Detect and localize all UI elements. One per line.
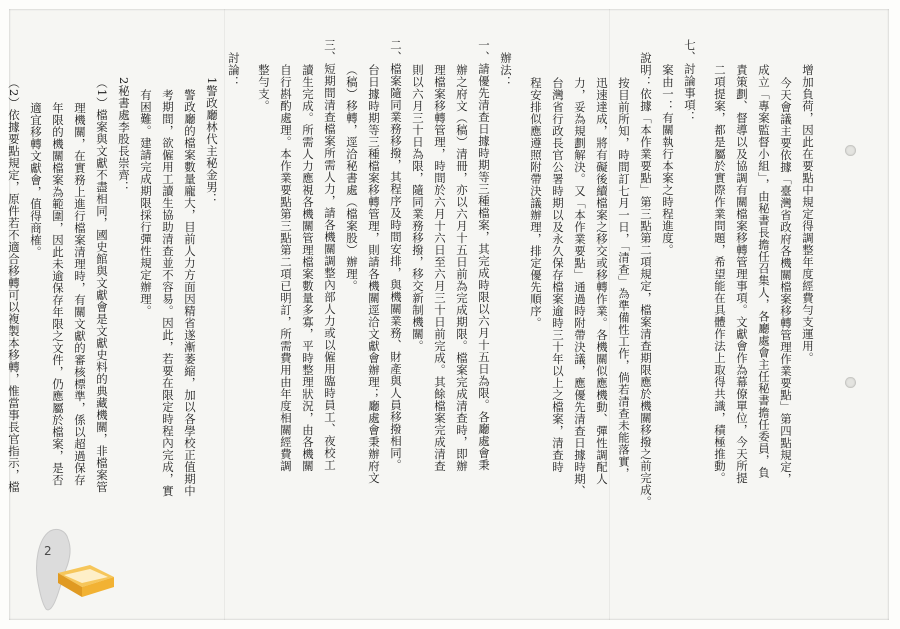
text-line: 適宜移轉文獻會，值得商榷。 [29, 101, 43, 258]
text-line: （2）依據要點規定，原件若不適合移轉可以複製本移轉，惟當事長官指示，檔 [7, 76, 21, 493]
text-line: 則以六月三十日為限，隨同業務移撥，移交新制機關。 [411, 64, 425, 352]
text-line: 力，妥為規劃解決。又「本作業要點」通過時附帶決議，應優先清查日據時期、 [573, 76, 587, 497]
text-line: 年限的機關檔案為範圍，因此未逾保存年限之文件，仍應屬於檔案，是否 [51, 101, 65, 486]
text-line: 一、請優先清查日據時期等三種檔案，其完成時限以六月十五日為限。各廳處會秉 [477, 39, 491, 471]
punch-hole [845, 145, 856, 156]
line-gap [245, 39, 253, 609]
text-line: 二項提案，都是屬於實際作業問題，希望能在具體作法上取得共識，積極推動。 [713, 64, 727, 484]
text-line: 按目前所知，時間訂七月一日，「清查」為準備性工作，倘若清查未能落實， [617, 76, 631, 479]
text-line: 討論： [227, 51, 241, 88]
text-line: 台日據時期等三種檔案移轉管理，則請各機關逕洽文獻會辦理；廳處會秉辦府文 [367, 64, 381, 484]
line-gap [517, 39, 525, 609]
text-line: 自行斟酌處理。本作業要點第三點第二項已明訂，所需費用由年度相關經費調 [279, 64, 293, 472]
text-line: 今天會議主要依據「臺灣省政府各機關檔案移轉管理作業要點」第四點規定， [779, 76, 793, 485]
vertical-text-body [3, 39, 819, 609]
text-line: 辦之府文（稿）清冊，亦以六月十五日前為完成期限。檔案完成清查時，即辦 [455, 64, 469, 472]
page-number: 2 [44, 544, 52, 558]
text-line: 增加負荷，因此在要點中規定得調整年度經費勻支運用。 [801, 64, 815, 364]
text-line: 三、短期間清查檔案所需人力，請各機關調整內部人力或以僱用臨時員工、夜校工 [323, 39, 337, 471]
text-line: 成立「專案監督小組」，由秘書長擔任召集人，各廳處會主任秘書擔任委員，負 [757, 64, 771, 479]
text-line: 有困難。建請完成期限採行彈性規定辦理。 [139, 89, 153, 317]
text-line: 警政廳的檔案數量龐大，目前人力方面因精省遂漸萎縮，加以各學校正值期中 [183, 89, 197, 497]
text-line: （稿）移轉，逕洽秘書處（檔案股）辦理。 [345, 64, 359, 292]
text-line: 理檔案移轉管理，時間於六月十六日至六月三十日前完成。其餘檔案完成清查 [433, 64, 447, 472]
text-line: 整勻支。 [257, 64, 271, 112]
text-line: 1警政廳林代主秘金男： [205, 76, 219, 205]
text-line: 七、討論事項： [683, 39, 697, 123]
line-gap [701, 39, 709, 609]
text-line: 考期間，欲僱用工讀生協助清查並不容易。因此，若要在限定時程內完成，實 [161, 89, 175, 497]
text-line: 程安排似應遵照附帶決議辦理，排定優先順序。 [529, 76, 543, 329]
text-line: 2秘書處李股長崇齊： [117, 76, 131, 193]
text-line: 辦法： [499, 51, 513, 88]
scanned-sheet [9, 9, 889, 620]
taiwan-map-book-icon [20, 525, 120, 615]
text-line: 理機關，在實務上進行檔案清理時，有關文獻的審核標準，係以超過保存 [73, 101, 87, 486]
punch-hole [845, 377, 856, 388]
text-line: 迅速達成，將有礙後續檔案之移交或移轉作業。各機關似應機動、彈性調配人 [595, 76, 609, 485]
text-line: 二、檔案隨同業務移撥，其程序及時間安排，與機關業務、財產與人員移撥相同。 [389, 39, 403, 471]
text-line: 案由一：有關執行本案之時程進度。 [661, 64, 675, 256]
text-line: （1）檔案與文獻不盡相同，國史館與文獻會是文獻史料的典藏機關，非檔案管 [95, 76, 109, 493]
text-line: 責策劃、督導以及協調有關檔案移轉管理事項。文獻會作為幕僚單位，今天所提 [735, 64, 749, 484]
text-line: 說明：依據「本作業要點」第三點第二項規定，檔案清查期限應於機關移撥之前完成。 [639, 51, 653, 508]
text-line: 讀生完成。所需人力應視各機關管理檔案數量多寡，平時整理狀況，由各機關 [301, 64, 315, 472]
text-line: 台灣省行政長官公署時期以及永久保存檔案逾時三十年以上之檔案，清查時 [551, 76, 565, 473]
